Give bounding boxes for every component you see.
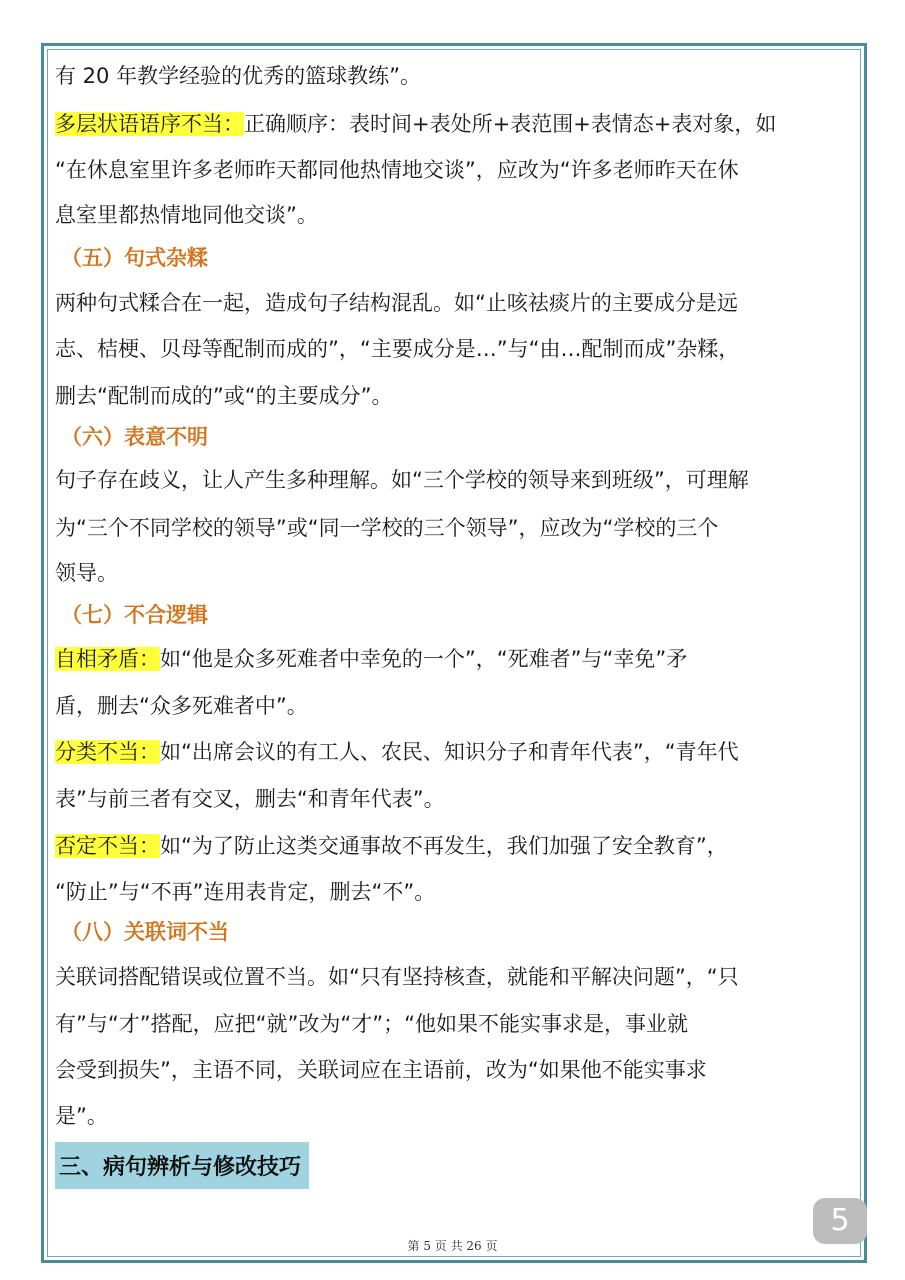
text-span: 如“为了防止这类交通事故不再发生，我们加强了安全教育”，	[160, 834, 728, 858]
text-line: 盾，删去“众多死难者中”。	[55, 694, 308, 718]
text-line: 句子存在歧义，让人产生多种理解。如“三个学校的领导来到班级”，可理解	[55, 468, 749, 492]
text-span: 正确顺序：表时间+表处所+表范围+表情态+表对象，如	[244, 112, 777, 136]
text-line: 有 20 年教学经验的优秀的篮球教练”。	[55, 64, 421, 88]
text-line	[55, 112, 776, 136]
text-line	[55, 740, 739, 764]
text-line: 为“三个不同学校的领导”或“同一学校的三个领导”，应改为“学校的三个	[55, 516, 719, 540]
text-span: 如“出席会议的有工人、农民、知识分子和青年代表”，“青年代	[160, 740, 739, 764]
text-line: 有”与“才”搭配，应把“就”改为“才”；“他如果不能实事求是，事业就	[55, 1012, 689, 1036]
text-line: 表”与前三者有交叉，删去“和青年代表”。	[55, 787, 445, 811]
text-line: 是”。	[55, 1104, 108, 1128]
page-number-badge[interactable]: 5	[813, 1198, 867, 1244]
text-line: “防止”与“不再”连用表肯定，删去“不”。	[55, 880, 436, 904]
text-line: 关联词搭配错误或位置不当。如“只有坚持核查，就能和平解决问题”，“只	[55, 965, 739, 989]
highlight-term: 自相矛盾：	[55, 647, 160, 671]
highlight-term: 多层状语语序不当：	[55, 112, 244, 136]
text-line: 删去“配制而成的”或“的主要成分”。	[55, 384, 393, 408]
text-line: 会受到损失”，主语不同，关联词应在主语前，改为“如果他不能实事求	[55, 1058, 707, 1082]
subheading-6: （六）表意不明	[61, 425, 208, 449]
text-line: 领导。	[55, 561, 118, 585]
text-line: “在休息室里许多老师昨天都同他热情地交谈”，应改为“许多老师昨天在休	[55, 158, 739, 182]
text-line	[55, 647, 687, 671]
subheading-5: （五）句式杂糅	[61, 246, 208, 270]
section-heading-3: 三、病句辨析与修改技巧	[55, 1142, 309, 1189]
text-line: 两种句式糅合在一起，造成句子结构混乱。如“止咳祛痰片的主要成分是远	[55, 291, 738, 315]
text-line: 志、桔梗、贝母等配制而成的”，“主要成分是…”与“由…配制而成”杂糅，	[55, 337, 740, 361]
subheading-8: （八）关联词不当	[61, 920, 229, 944]
highlight-term: 否定不当：	[55, 834, 160, 858]
page-footer: 第 5 页 共 26 页	[407, 1239, 498, 1253]
text-line	[55, 834, 728, 858]
text-line: 息室里都热情地同他交谈”。	[55, 203, 318, 227]
subheading-7: （七）不合逻辑	[61, 603, 208, 627]
text-span: 如“他是众多死难者中幸免的一个”，“死难者”与“幸免”矛	[160, 647, 688, 671]
highlight-term: 分类不当：	[55, 740, 160, 764]
